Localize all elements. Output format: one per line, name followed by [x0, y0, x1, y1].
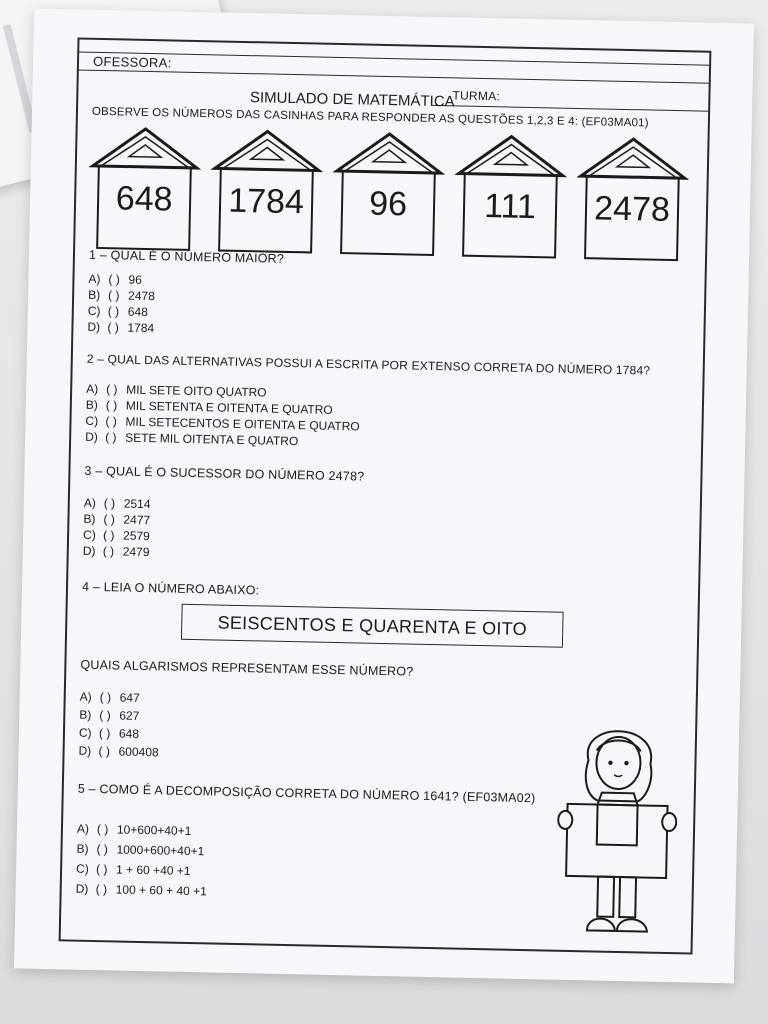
answer-parens: ( ) [103, 496, 116, 511]
option-text: 1000+600+40+1 [116, 842, 205, 859]
option-text: 627 [119, 708, 140, 723]
option-text: 647 [119, 690, 140, 705]
question-4-subtext: QUAIS ALGARISMOS REPRESENTAM ESSE NÚMERO? [80, 657, 414, 679]
turma-label: TURMA: [452, 88, 501, 104]
option-letter: B) [83, 511, 96, 526]
house-5 [575, 132, 690, 264]
option-letter: A) [86, 381, 99, 396]
answer-parens: ( ) [99, 708, 111, 723]
option-4d[interactable] [78, 744, 158, 760]
option-text: 2579 [122, 528, 150, 544]
option-5d[interactable] [76, 882, 207, 899]
option-text: 10+600+40+1 [116, 822, 192, 839]
answer-parens: ( ) [105, 398, 118, 413]
option-3c[interactable] [83, 528, 150, 543]
option-4a[interactable] [80, 690, 140, 705]
answer-parens: ( ) [96, 822, 109, 837]
answer-parens: ( ) [95, 862, 108, 877]
answer-parens: ( ) [107, 320, 119, 335]
answer-parens: ( ) [107, 304, 120, 319]
option-letter: A) [79, 689, 92, 704]
option-letter: D) [78, 743, 92, 758]
question-2-text: 2 – QUAL DAS ALTERNATIVAS POSSUI A ESCRITA POR EXTENSO CORRETA DO NÚMERO 1784? [86, 351, 651, 378]
answer-parens: ( ) [98, 726, 111, 741]
option-1a[interactable] [88, 272, 142, 287]
answer-parens: ( ) [107, 288, 120, 303]
instruction-text: OBSERVE OS NÚMEROS DAS CASINHAS PARA RESPONDER AS QUESTÕES 1,2,3 E 4: (EF03MA01) [91, 105, 649, 130]
house-3 [331, 127, 446, 259]
option-text: 2478 [127, 288, 155, 304]
house-row [87, 122, 700, 265]
option-text: MIL SETENTA E OITENTA E QUATRO [125, 398, 333, 417]
option-letter: B) [79, 707, 92, 722]
option-text: 2477 [123, 512, 151, 528]
answer-parens: ( ) [103, 512, 115, 527]
option-letter: A) [88, 271, 101, 287]
house-1 [87, 122, 202, 254]
answer-parens: ( ) [106, 382, 118, 397]
option-1c[interactable] [88, 304, 148, 319]
option-letter: C) [78, 725, 92, 740]
option-text: 648 [118, 726, 140, 741]
option-letter: A) [83, 495, 96, 510]
question-4-text: 4 – LEIA O NÚMERO ABAIXO: [81, 579, 260, 598]
option-text: 1 + 60 +40 +1 [115, 862, 191, 879]
option-text: 2514 [123, 496, 151, 512]
question-1-text: 1 – QUAL É O NÚMERO MAIOR? [88, 247, 285, 266]
girl-holding-sign-icon [555, 700, 680, 942]
house-number: 96 [368, 184, 408, 224]
option-letter: B) [85, 397, 98, 412]
answer-parens: ( ) [108, 272, 120, 287]
option-5b[interactable] [76, 842, 204, 859]
option-text: MIL SETE OITO QUATRO [126, 382, 267, 400]
professora-label: OFESSORA: [92, 53, 172, 71]
option-text: 100 + 60 + 40 +1 [115, 882, 207, 899]
house-2 [209, 124, 324, 256]
question-3-text: 3 – QUAL É O SUCESSOR DO NÚMERO 2478? [84, 463, 365, 484]
option-3d[interactable] [83, 544, 150, 559]
option-letter: C) [75, 861, 89, 876]
option-letter: D) [82, 543, 96, 558]
option-4b[interactable] [79, 708, 139, 723]
option-3b[interactable] [83, 512, 150, 527]
option-letter: D) [75, 881, 89, 896]
option-3a[interactable] [84, 496, 151, 511]
option-text: 2479 [122, 544, 150, 560]
number-in-words-box: SEISCENTOS E QUARENTA E OITO [181, 604, 564, 648]
option-letter: C) [85, 413, 99, 428]
answer-parens: ( ) [99, 690, 112, 705]
house-number: 2478 [593, 189, 671, 229]
option-letter: C) [87, 303, 101, 319]
option-letter: B) [88, 287, 101, 303]
option-letter: D) [85, 429, 98, 444]
question-5-text: 5 – COMO É A DECOMPOSIÇÃO CORRETA DO NÚMERO 1641? (EF03MA02) [77, 781, 536, 806]
option-1d[interactable] [87, 320, 154, 335]
answer-parens: ( ) [105, 414, 117, 429]
option-letter: A) [76, 821, 90, 836]
page-title: SIMULADO DE MATEMÁTICA [249, 89, 455, 111]
option-text: 96 [128, 272, 142, 287]
option-1b[interactable] [88, 288, 155, 303]
house-4 [453, 129, 568, 261]
answer-parens: ( ) [95, 882, 108, 897]
worksheet-page [14, 9, 754, 984]
answer-parens: ( ) [105, 430, 117, 445]
answer-parens: ( ) [96, 842, 109, 857]
answer-parens: ( ) [102, 528, 115, 543]
option-5a[interactable] [77, 822, 192, 838]
option-text: SETE MIL OITENTA E QUATRO [125, 430, 299, 449]
house-number: 111 [483, 187, 537, 227]
house-number: 648 [115, 179, 173, 219]
house-number: 1784 [227, 181, 305, 222]
option-letter: D) [87, 319, 101, 335]
option-text: MIL SETECENTOS E OITENTA E QUATRO [125, 414, 360, 434]
option-letter: C) [82, 527, 96, 542]
answer-parens: ( ) [102, 544, 115, 559]
option-letter: B) [76, 841, 89, 856]
option-text: 1784 [127, 320, 155, 336]
option-4c[interactable] [79, 726, 139, 741]
option-text: 600408 [118, 744, 159, 760]
answer-parens: ( ) [98, 744, 111, 759]
option-text: 648 [127, 304, 148, 320]
option-5c[interactable] [76, 862, 191, 878]
